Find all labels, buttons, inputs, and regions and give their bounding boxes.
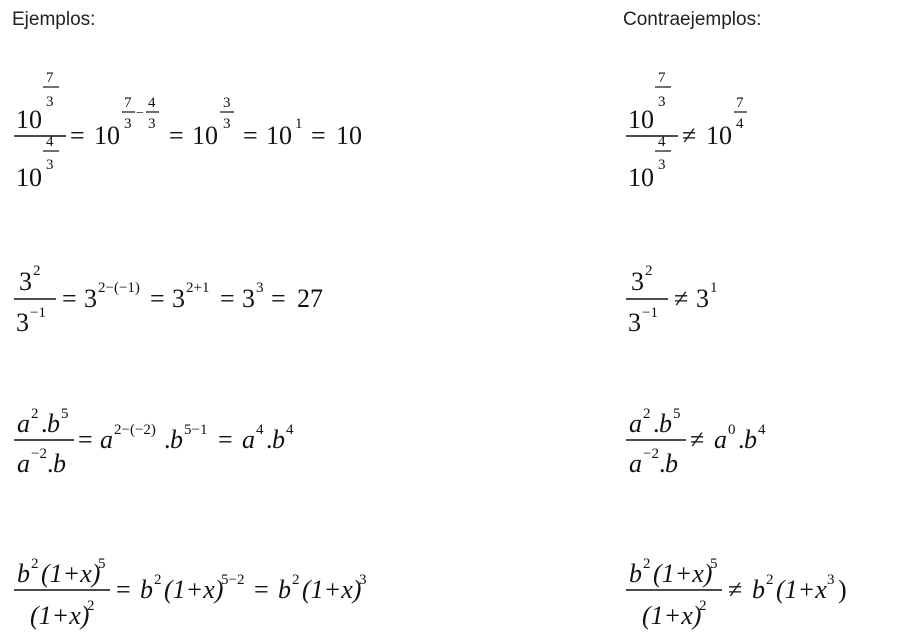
- cex3-den-b: b: [665, 449, 678, 478]
- ex3-num-b-exp: 5: [61, 406, 69, 422]
- cex2-num-base: 3: [631, 267, 644, 296]
- ex4-step1-b-exp: 2: [154, 572, 162, 588]
- ex4-step2-group: (1+x): [302, 575, 362, 604]
- ex1-step3-base: 10: [266, 121, 292, 150]
- ex3-step2-a: a: [242, 425, 255, 454]
- cex1-num-exp-den: 3: [658, 94, 666, 110]
- cex3-den-a: a: [629, 449, 642, 478]
- cex1-den-exp-num: 4: [658, 134, 666, 150]
- example-1: [14, 66, 384, 192]
- ex3-step1-b: b: [170, 425, 183, 454]
- cex3-rhs-b: b: [744, 425, 757, 454]
- ex1-den-exp-num: 4: [46, 134, 54, 150]
- ex2-step2-base: 3: [172, 284, 185, 313]
- ex3-step2-dot: .: [266, 425, 273, 454]
- ex4-step2-b-exp: 2: [292, 572, 300, 588]
- ex2-eq4: =: [271, 284, 286, 313]
- cex1-den-exp-den: 3: [658, 157, 666, 173]
- counterexample-2: [626, 255, 736, 341]
- ex2-result: 27: [297, 284, 323, 313]
- ex3-step2-b-exp: 4: [286, 422, 294, 438]
- ex2-eq3: =: [220, 284, 235, 313]
- ex3-num-dot: .: [41, 409, 48, 438]
- ex3-step2-b: b: [272, 425, 285, 454]
- cex4-rhs-x-exp: 3: [827, 572, 835, 588]
- ex3-num-a: a: [17, 409, 30, 438]
- ex2-eq1: =: [62, 284, 77, 313]
- cex4-num-group-exp: 5: [710, 556, 718, 572]
- cex3-den-dot: .: [659, 449, 666, 478]
- cex1-rhs-exp-den: 4: [736, 116, 744, 132]
- cex3-rhs-a: a: [714, 425, 727, 454]
- ex2-step3-base: 3: [242, 284, 255, 313]
- ex2-step2-exp: 2+1: [186, 280, 210, 296]
- ex3-den-b: b: [53, 449, 66, 478]
- cex4-rhs-group: (1+x: [776, 575, 827, 604]
- cex2-rhs-exp: 1: [710, 280, 718, 296]
- ex4-eq2: =: [254, 575, 269, 604]
- cex1-rhs-exp-num: 7: [736, 95, 744, 111]
- ex3-num-b: b: [47, 409, 60, 438]
- ex4-step2-group-exp: 3: [359, 572, 367, 588]
- cex3-neq: ≠: [690, 425, 705, 454]
- ex3-step1-b-exp: 5−1: [184, 422, 208, 438]
- ex1-step2-den: 3: [223, 116, 231, 132]
- ex1-step1-minus: −: [136, 106, 144, 121]
- ex1-eq4: =: [311, 121, 326, 150]
- ex4-step1-b: b: [140, 575, 153, 604]
- cex2-den-base: 3: [628, 308, 641, 337]
- cex3-num-a: a: [629, 409, 642, 438]
- cex1-neq: ≠: [682, 121, 697, 150]
- cex4-rhs-b: b: [752, 575, 765, 604]
- ex1-step1-a-num: 7: [124, 95, 132, 111]
- counterexample-4: [626, 546, 901, 636]
- cex3-num-b-exp: 5: [673, 406, 681, 422]
- ex2-num-base: 3: [19, 267, 32, 296]
- ex3-eq1: =: [78, 425, 93, 454]
- cex2-rhs-base: 3: [696, 284, 709, 313]
- cex2-num-exp: 2: [645, 263, 653, 279]
- cex2-den-exp: −1: [642, 305, 658, 321]
- cex4-neq: ≠: [728, 575, 743, 604]
- ex3-num-a-exp: 2: [31, 406, 39, 422]
- cex3-rhs-a-exp: 0: [728, 422, 736, 438]
- ex3-step1-a-exp: 2−(−2): [114, 422, 156, 438]
- ex3-step2-a-exp: 4: [256, 422, 264, 438]
- ex4-eq1: =: [116, 575, 131, 604]
- ex3-den-a-exp: −2: [31, 446, 47, 462]
- cex3-rhs-b-exp: 4: [758, 422, 766, 438]
- ex2-step1-base: 3: [84, 284, 97, 313]
- ex1-step1-b-num: 4: [148, 95, 156, 111]
- ex4-num-b: b: [17, 559, 30, 588]
- cex4-rhs-close: ): [838, 575, 847, 604]
- ex2-den-base: 3: [16, 308, 29, 337]
- ex1-step1-a-den: 3: [124, 116, 132, 132]
- cex2-neq: ≠: [674, 284, 689, 313]
- counterexample-3: [626, 396, 796, 482]
- ex1-num-exp-num: 7: [46, 70, 54, 86]
- cex1-rhs-base: 10: [706, 121, 732, 150]
- ex4-num-b-exp: 2: [31, 556, 39, 572]
- example-2: [14, 255, 374, 341]
- cex3-num-dot: .: [653, 409, 660, 438]
- cex1-num-base: 10: [628, 105, 654, 134]
- ex1-step3-exp: 1: [295, 116, 303, 132]
- ex1-step2-num: 3: [223, 95, 231, 111]
- ex3-step1-dot: .: [164, 425, 171, 454]
- ex2-step1-exp: 2−(−1): [98, 280, 140, 296]
- ex1-den-exp-den: 3: [46, 157, 54, 173]
- ex2-den-exp: −1: [30, 305, 46, 321]
- ex1-result: 10: [336, 121, 362, 150]
- cex1-den-base: 10: [628, 163, 654, 192]
- ex2-step3-exp: 3: [256, 280, 264, 296]
- ex1-eq2: =: [169, 121, 184, 150]
- cex1-num-exp-num: 7: [658, 70, 666, 86]
- ex3-den-dot: .: [47, 449, 54, 478]
- ex4-step1-group-exp: 5−2: [221, 572, 245, 588]
- cex3-rhs-dot: .: [738, 425, 745, 454]
- ex1-eq1: =: [70, 121, 85, 150]
- ex4-step2-b: b: [278, 575, 291, 604]
- ex1-den-base: 10: [16, 163, 42, 192]
- cex4-num-group: (1+x): [653, 559, 713, 588]
- cex4-den-group-exp: 2: [699, 598, 707, 614]
- ex4-num-group: (1+x): [41, 559, 101, 588]
- cex4-rhs-b-exp: 2: [766, 572, 774, 588]
- example-4: [14, 546, 464, 636]
- ex3-step1-a: a: [100, 425, 113, 454]
- ex1-step2-base: 10: [192, 121, 218, 150]
- ex3-eq2: =: [218, 425, 233, 454]
- examples-heading: Ejemplos:: [12, 9, 96, 30]
- ex4-den-group: (1+x): [30, 601, 90, 630]
- ex2-eq2: =: [150, 284, 165, 313]
- ex1-step1-b-den: 3: [148, 116, 156, 132]
- ex3-den-a: a: [17, 449, 30, 478]
- ex1-num-base: 10: [16, 105, 42, 134]
- cex3-den-a-exp: −2: [643, 446, 659, 462]
- cex4-num-b-exp: 2: [643, 556, 651, 572]
- cex3-num-a-exp: 2: [643, 406, 651, 422]
- counterexample-1: [626, 66, 766, 192]
- ex1-num-exp-den: 3: [46, 94, 54, 110]
- counterexamples-heading: Contraejemplos:: [623, 9, 762, 30]
- cex4-den-group: (1+x): [642, 601, 702, 630]
- ex1-eq3: =: [243, 121, 258, 150]
- cex4-num-b: b: [629, 559, 642, 588]
- ex2-num-exp: 2: [33, 263, 41, 279]
- ex1-step1-base: 10: [94, 121, 120, 150]
- cex3-num-b: b: [659, 409, 672, 438]
- ex4-step1-group: (1+x): [164, 575, 224, 604]
- ex4-num-group-exp: 5: [98, 556, 106, 572]
- example-3: [14, 396, 354, 482]
- ex4-den-group-exp: 2: [87, 598, 95, 614]
